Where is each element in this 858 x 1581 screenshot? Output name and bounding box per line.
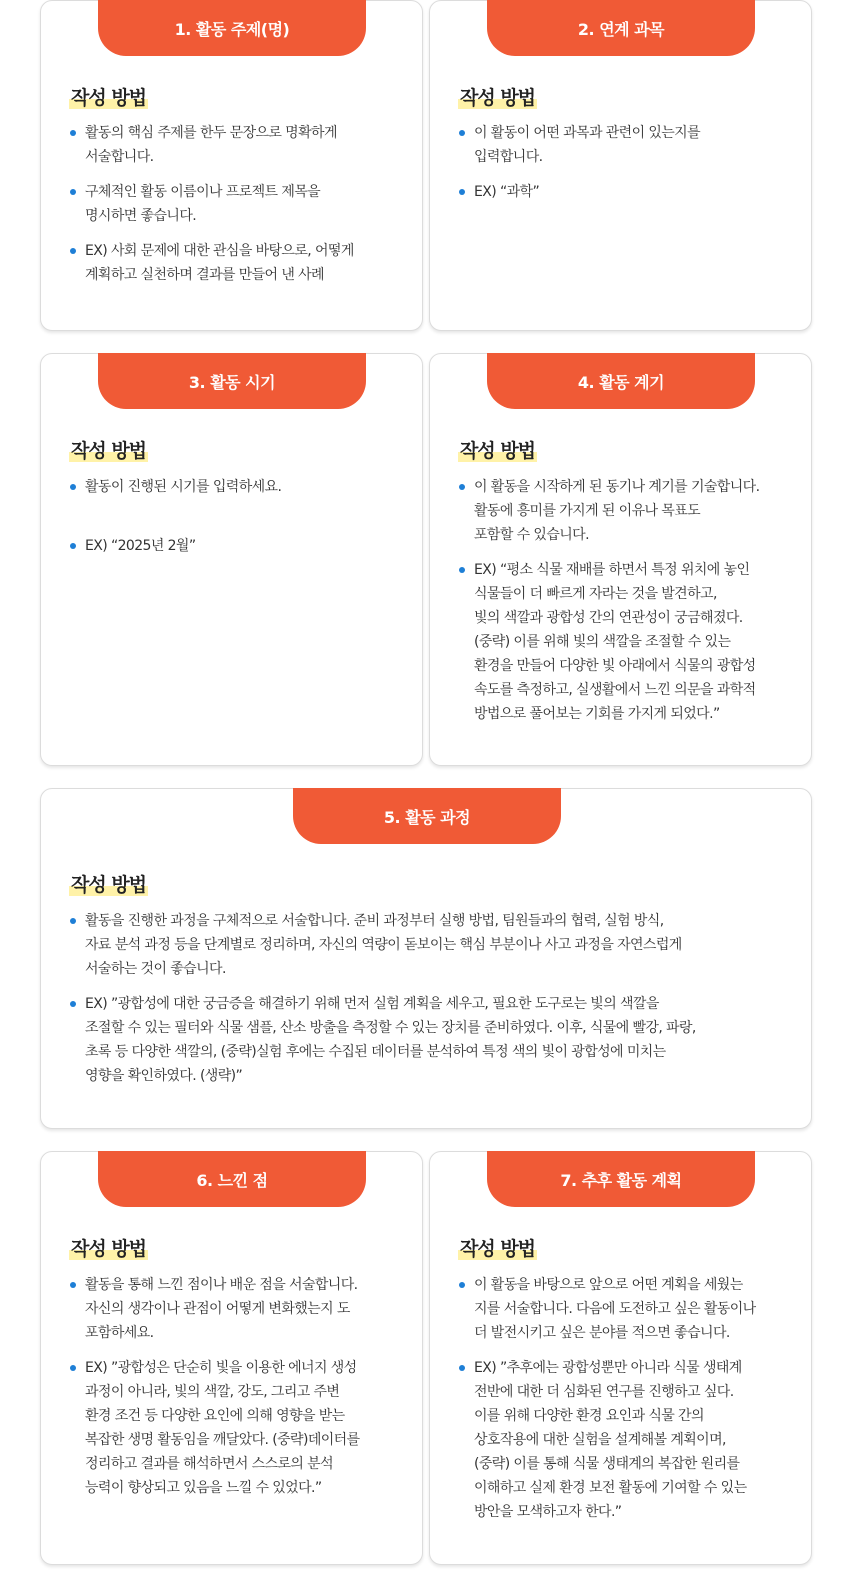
bullet-dot-icon	[459, 130, 465, 136]
bullet-dot-icon	[459, 1282, 465, 1288]
bullet-dot-icon	[70, 130, 76, 136]
section-title-tab: 4. 활동 계기	[487, 353, 755, 409]
list-item: 활동이 진행된 시기를 입력하세요.	[69, 475, 408, 499]
bullet-dot-icon	[70, 543, 76, 549]
guide-list	[458, 1273, 803, 1524]
section-card-future-plan	[429, 1151, 812, 1565]
section-card-period	[40, 353, 423, 766]
section-card-topic	[40, 0, 423, 331]
section-title-tab: 6. 느낀 점	[98, 1151, 366, 1207]
list-item: 활동을 통해 느낀 점이나 배운 점을 서술합니다. 자신의 생각이나 관점이 어떻게 변화했는지 도 포함하세요.	[69, 1273, 414, 1345]
list-item: EX) “과학”	[458, 180, 797, 204]
list-item: EX) ”광합성에 대한 궁금증을 해결하기 위해 먼저 실험 계획을 세우고, 필요한 도구로는 빛의 색깔을 조절할 수 있는 필터와 식물 샘플, 산소 방출을 측정할 수 있는 장치를 준비하였다. 이후, 식물에 빨강, 파랑, 초록 등 다양한 색깔의, (중략)실험 후에는 수집된 데이터를 분석하여 특정 색의 빛이 광합성에 미치는 영향을 확인하였다. (생략)”	[69, 992, 797, 1088]
bullet-dot-icon	[70, 484, 76, 490]
list-item: 활동을 진행한 과정을 구체적으로 서술합니다. 준비 과정부터 실행 방법, 팀원들과의 협력, 실험 방식, 자료 분석 과정 등을 단계별로 정리하며, 자신의 역량이 돋보이는 핵심 부분이나 사고 과정을 자연스럽게 서술하는 것이 좋습니다.	[69, 909, 797, 981]
guide-list	[69, 909, 797, 1088]
bullet-dot-icon	[459, 1365, 465, 1371]
section-title-tab: 1. 활동 주제(명)	[98, 0, 366, 56]
list-item: EX) ”추후에는 광합성뿐만 아니라 식물 생태계 전반에 대한 더 심화된 연구를 진행하고 싶다. 이를 위해 다양한 환경 요인과 식물 간의 상호작용에 대한 실험을 설계해볼 계획이며, (중략) 이를 통해 식물 생태계의 복잡한 원리를 이해하고 실제 환경 보전 활동에 기여할 수 있는 방안을 모색하고자 한다.”	[458, 1356, 803, 1524]
section-card-process	[40, 788, 812, 1129]
list-item: EX) “평소 식물 재배를 하면서 특정 위치에 놓인 식물들이 더 빠르게 자라는 것을 발견하고, 빛의 색깔과 광합성 간의 연관성이 궁금해졌다. (중략) 이를 위해 빛의 색깔을 조절할 수 있는 환경을 만들어 다양한 빛 아래에서 식물의 광합성 속도를 측정하고, 실생활에서 느낀 의문을 과학적 방법으로 풀어보는 기회를 가지게 되었다.”	[458, 558, 803, 726]
guide-list	[458, 475, 803, 726]
list-item: EX) “2025년 2월”	[69, 534, 408, 558]
section-title-tab: 3. 활동 시기	[98, 353, 366, 409]
bullet-dot-icon	[70, 918, 76, 924]
list-item: EX) ”광합성은 단순히 빛을 이용한 에너지 생성 과정이 아니라, 빛의 색깔, 강도, 그리고 주변 환경 조건 등 다양한 요인에 의해 영향을 받는 복잡한 생명 활동임을 깨달았다. (중략)데이터를 정리하고 결과를 해석하면서 스스로의 분석 능력이 향상되고 있음을 느낄 수 있었다.”	[69, 1356, 414, 1500]
bullet-dot-icon	[70, 1282, 76, 1288]
section-card-subject	[429, 0, 812, 331]
section-title-tab: 7. 추후 활동 계획	[487, 1151, 755, 1207]
section-heading: 작성 방법	[71, 1238, 147, 1260]
list-item: 구체적인 활동 이름이나 프로젝트 제목을 명시하면 좋습니다.	[69, 180, 408, 228]
list-item: 이 활동이 어떤 과목과 관련이 있는지를 입력합니다.	[458, 121, 797, 169]
bullet-dot-icon	[70, 189, 76, 195]
bullet-dot-icon	[459, 189, 465, 195]
bullet-dot-icon	[70, 1001, 76, 1007]
bullet-dot-icon	[459, 484, 465, 490]
section-heading: 작성 방법	[460, 87, 536, 109]
section-card-motivation	[429, 353, 812, 766]
bullet-dot-icon	[70, 248, 76, 254]
list-item: 이 활동을 바탕으로 앞으로 어떤 계획을 세웠는 지를 서술합니다. 다음에 도전하고 싶은 활동이나 더 발전시키고 싶은 분야를 적으면 좋습니다.	[458, 1273, 803, 1345]
section-title-tab: 5. 활동 과정	[293, 788, 561, 844]
section-heading: 작성 방법	[71, 440, 147, 462]
list-item: 활동의 핵심 주제를 한두 문장으로 명확하게 서술합니다.	[69, 121, 408, 169]
section-heading: 작성 방법	[460, 440, 536, 462]
section-title-tab: 2. 연계 과목	[487, 0, 755, 56]
guide-list	[69, 1273, 414, 1500]
section-heading: 작성 방법	[71, 874, 147, 896]
bullet-dot-icon	[459, 567, 465, 573]
guide-list	[69, 121, 408, 287]
list-item: EX) 사회 문제에 대한 관심을 바탕으로, 어떻게 계획하고 실천하며 결과를 만들어 낸 사례	[69, 239, 408, 287]
list-item: 이 활동을 시작하게 된 동기나 계기를 기술합니다. 활동에 흥미를 가지게 된 이유나 목표도 포함할 수 있습니다.	[458, 475, 803, 547]
guide-list	[69, 475, 408, 558]
guide-list	[458, 121, 797, 204]
bullet-dot-icon	[70, 1365, 76, 1371]
section-heading: 작성 방법	[71, 87, 147, 109]
section-heading: 작성 방법	[460, 1238, 536, 1260]
section-card-reflection	[40, 1151, 423, 1565]
